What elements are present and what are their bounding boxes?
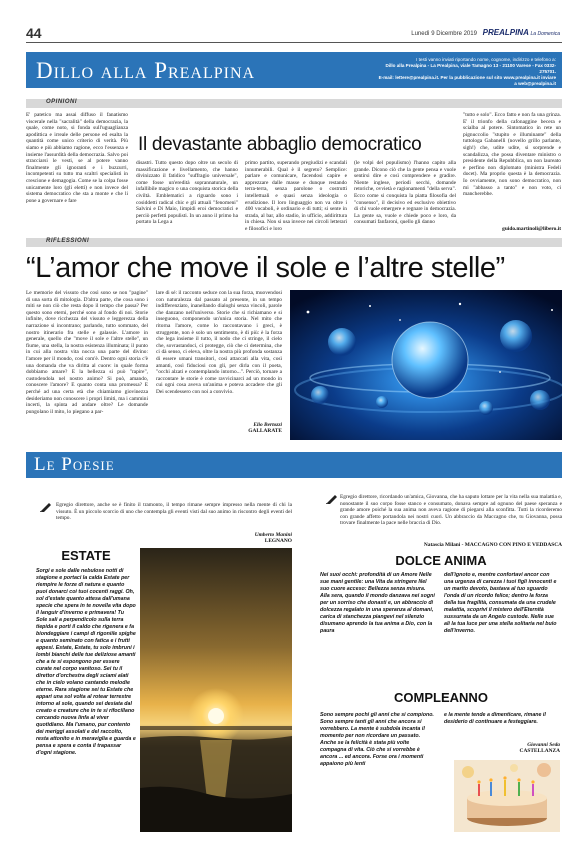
brand-logo: PREALPINA xyxy=(482,28,529,37)
compleanno-title: COMPLEANNO xyxy=(394,690,488,705)
info-line: E-mail: lettere@prealpina.it. Per la pubblicazione sul sito www.prealpina.it inviare a web@prealpina.it xyxy=(378,75,556,86)
opinioni-tagbar xyxy=(26,99,562,108)
opinioni-headline: Il devastante abbaglio democratico xyxy=(138,134,422,155)
page-number: 44 xyxy=(26,25,42,41)
riflessioni-headline: “L’amor che move il sole e l’altre stelle” xyxy=(26,252,505,284)
top-rule xyxy=(26,42,562,43)
dolce-anima-col1: Nei suoi occhi: profondità di un Amore Nelle sue mani gentile: una Vita da stringere Nel suo cuore acceso: Bellezza senza misura. Alla sera, quando il mondo danzava nei sogni per un sorriso che donasti e, un abbraccio di dolcezza regalato in una speranza al domani, carica di stanchezza piangevi nel silenzio disumano aprendo la tua anima a Dio, con la paura xyxy=(320,572,435,634)
riflessioni-column: lare di sé: il racconto seduce con la sua forza, muovendosi con naturalezza dal passato al presente, in un tempo indifferenziato, inanellando dialoghi senza vincoli, parole che danzano nell'universo. Storie che si richiamano e si inseguono, componendo un'unica storia. Nel mito che ritorna l'amore, come lo raccontavano i greci, è struggente, non è solo un sentimento, è di più: è la forza che lega insieme il tutto, il nodo che ci stringe, il cielo che, sovrastandoci, ci protegge, ciò che ci determina, che ci dà senso, ci eleva, oltre la nostra più profonda sostanza di essere umani transitori, così attaccati alla vita, così amanti, così fiduciosi con gli, per dirla con il poeta, "occhi alzati e contemplando intorno...". Perciò, tornare a raccontare le storie è come ravvicinarci ad un mondo in cui ogni cosa aveva un'anima e poteva accadere che gli Dei scendessero con noi a convivio. xyxy=(156,290,282,395)
header-date-brand xyxy=(411,28,560,37)
universe-photo xyxy=(290,290,562,440)
sunset-photo xyxy=(140,548,292,832)
compleanno-signature xyxy=(444,742,560,755)
riflessioni-tag: RIFLESSIONI xyxy=(46,238,90,244)
header-date: Lunedì 9 Dicembre 2019 xyxy=(411,31,477,37)
compleanno-col2: e la mente tende a dimenticare, rimane il desiderio di continuare a festeggiare. xyxy=(444,712,546,725)
info-line: Dillo alla Prealpina - La Prealpina, viale Tamagno 13 - 21100 Varese - Fax 0332-275701. xyxy=(385,63,556,74)
opinioni-column: disastri. Tutto questo dopo oltre un secolo di massificazione e livellamento, che hanno divinizzato il fatidico "suffragio universale", come fosse un'eredità soprannaturale, un infallibile magico o una conquista storica della civiltà. Emblematici a riguardo sono i cosiddetti radical chic e gli attuali "fenomeni" Salvini e Di Maio, limpidi eroi democratici e perciò perfetti populisti. In un anno il primo ha portato la Lega a xyxy=(136,160,238,226)
opinioni-column: primo partito, superando pregiudizi e scandali innumerabili. Qual è il segreto? Semplice: parlare e comunicare, facendosi capire e apprezzare dalle masse e dunque restando terra-terra, senza parolone o costrutti intellettuali e quasi senza ideologia o erudizione. Il loro linguaggio non va oltre i 400 vocaboli, è ordinario e di tutti; si sente in strada, al bar, allo stadio, in ufficio, addirittura in chiesa. Non si usa invece nei circoli letterari e filosofici e loro xyxy=(245,160,347,232)
signature-name: Umberto Manini xyxy=(254,532,292,538)
opinioni-column: (le volpi del populismo) l'hanno capito alla grande. Dicono ciò che la gente pensa e vuole sentirsi dire e così comprendere e gradire. Niente inglese, periodi secchi, domande retoriche, ovvietà e ragionamenti "della serva". Ecco come si conquista la piatta filosofia del "consenso", il decisivo ed esclusivo obiettivo di chi vuole emergere e regnare in democrazia. La gente sa, vuole e chiede poco e loro, da consumati fanfaroni, quello gli danno xyxy=(354,160,456,226)
submission-info xyxy=(376,57,556,87)
poesie-title: Le Poesie xyxy=(34,454,115,475)
info-line: I testi vanno inviati riportando nome, cognome, indirizzo e telefono a: xyxy=(416,57,556,62)
left-letter: Egregio direttore, anche se è finito il tramonto, il tempo rimane sempre impresso nella mente di chi la vissuto. È un piccolo scorcio di uno che contempla gli eventi visti dal suo animo in riscontro degli eventi del tempo. xyxy=(56,502,292,522)
estate-poem: Sorgi e sole dalle nebulose notti di stagione e portaci la calda Estate per riempire le forze di natura e quanto puoi donarci coi tuoi cocenti raggi. Oh, sol d'estate quanto attesa dall'umana specie che spera in te novella vita dopo il languir d'inverno e primavera! Tu Sole sali a perpendicolo sulla terra tiepida e porti il caldo che rigenera e fa biondeggiare i campi di rigoniile spighe e quanto seminato con fatica e i frutti appesi. Estate, Estate, tu solo imbruni i lombi bianchi delle tue deliziose amanti che a te si espongono per essere curate nel corpo vanitoso. Sei tu il direttor d'orchestra degli sciami alati che in cielo volano cantando melodie eterne. Rara stagione sei tu Estate che appari una sol volta al rotear terrestre intorno al sole, quando sei desiata dal creato e creature che in te si rifocillano cercando nuova linfa al viver quotidiano. Ma l'umano, pur contento dei meriggi assolati e del raccolto, resta attonito e in meraviglia e guarda e pensa e spera e conta il trapassar d'ogni stagione. xyxy=(36,568,136,756)
right-signature: Natascia Milani - MACCAGNO CON PINO E VEDDASCA xyxy=(423,542,562,548)
dolce-anima-col2: dell'ignoto e, mentre confortavi ancor con una urgenza di carezza i tuoi figli innocenti e un marito devoto, bastava al tuo sguardo l'onda di un ricordo felice; dentro la forza della tua fragilità, consumata da una crudele malattia, scoprivi il mistero dell'Eternità sussurrata da un Angelo custode. Nelle sue ali la tua luce per una stella solitaria nel buio dell'inverno. xyxy=(444,572,557,634)
riflessioni-column: Le memorie del vissuto che così sono se non "pagine" di una sorta di mitologia. D'altra parte, che cosa sono i miti se non ciò che resta dopo il tempo che passa? Per questo sono eterni, perché sono al fondo di noi. Storie infinite, dove ricchezza del vissuto e leggerezza della narrazione si incontrano; parlando, tutto sommato, del nostro itinerario fra stelle e galassie. L'amore in generale, quello che "move il sole e l'altre stelle", un fiume, una stella, la nostra esistenza illuminata; il punto in cui alla nostra vita nocca una parte del divino: l'amore per il mondo, così com'è. Dentro ogni storia c'è una domanda che va diritta al cuore: in quale forma dobbiamo amare? E la bellezza si può "rapire", custodendola nel nostro animo? Si può, amando, conoscere l'amore? E quanto conta una promessa? E perché ad una certa età che chiamiamo giovinezza desideriamo non conoscere i propri limiti, ma i cammini incerti, la spinta ad andare oltre? Le domande pungolano il mito, lo piegano a par- xyxy=(26,290,148,415)
opinioni-signature: guido.martinoli@libero.it xyxy=(502,226,561,232)
opinioni-column: "tutto e solo". Ecco fatto e non fa una grinza. E' il trionfo della cafonaggine becera e scialba al potere. Sintomatico in rete un pignuccolio "stupito e illuminante" della tuttologa Gabanelli (novello grillo parlante, sigh!) che, udite udite, si sorprende e scandalizza, che possa diventare ministro o presidente della Repubblica, un non laureato e perfino non diplomato (ministra Fedeli docet). Ma proprio questa è la democrazia. Io ovviamente, non sono democratico, non mi "abbasso a tanto" e non voto, ci mancherebbe. xyxy=(463,112,561,198)
signature-place: GALLARATE xyxy=(248,428,282,435)
signature-place: CASTELLANZA xyxy=(519,748,560,755)
signature-name: Giovanni Seda xyxy=(527,742,560,748)
opinioni-tag: OPINIONI xyxy=(46,99,78,105)
right-letter: Egregio direttore, ricordando un'amica, Giovanna, che ha saputo lottare per la vita nella sua malattia e, nonostante il suo corpo fosse stanco e consumato, donava sempre ad ognuno del paese speranza e grande amore poiché la sua anima non aveva ragione di piegarsi alla sconfitta. Tutti la ricorderemo con grande affetto portandola nei nostri cuori. Un abbraccio da Maccagno che, tu Giovanna, possa trovare finalmente la pace nelle braccia di Dio. xyxy=(340,494,562,527)
left-signature xyxy=(150,532,292,545)
compleanno-col1: Sono sempre pochi gli anni che si compiono. Sono sempre tanti gli anni che ancora si vorrebbero. La mente è subdola incanta il momento per non ricordare un passato. Anche se la felicità è stata più volte compagna di vita. Ciò che si vorrebbe è ancora ... ed ancora. Forse ora i momenti appaiono più lenti xyxy=(320,712,434,767)
birthday-cake-photo xyxy=(454,760,560,832)
dolce-anima-title: DOLCE ANIMA xyxy=(395,553,487,568)
brand-suffix: La Domenica xyxy=(530,31,560,37)
opinioni-column: E' patetico ma assai diffuso il fanatismo viscerale nella "sacralità" della democrazia, la quale, come noto, si fonda sull'uguaglianza apodittica e irreale delle persone ed esalta la quantità come unico criterio di verità. Più siamo e più abbiamo ragione, ecco l'essenza e insieme l'assurdità della democrazia. Salvo poi stracciarsi le vesti, se al potere vanno finalmente gli ignoranti e i buzzurri, incompetenti su tutto ma scaltri specialisti in crescione e demagogia. Come se la colpa fosse unicamente loro (gli eletti) e non invece del sistema democratico che sta a monte e che li pone a governare e fare xyxy=(26,112,128,204)
pen-icon xyxy=(40,502,52,512)
section-title: Dillo alla Prealpina xyxy=(36,58,256,83)
estate-title: ESTATE xyxy=(61,548,111,563)
signature-place: LEGNANO xyxy=(264,538,292,545)
riflessioni-tagbar xyxy=(26,238,562,247)
pen-icon xyxy=(326,494,338,504)
signature-name: Elio Bertozzi xyxy=(253,422,282,428)
riflessioni-signature xyxy=(156,422,282,435)
